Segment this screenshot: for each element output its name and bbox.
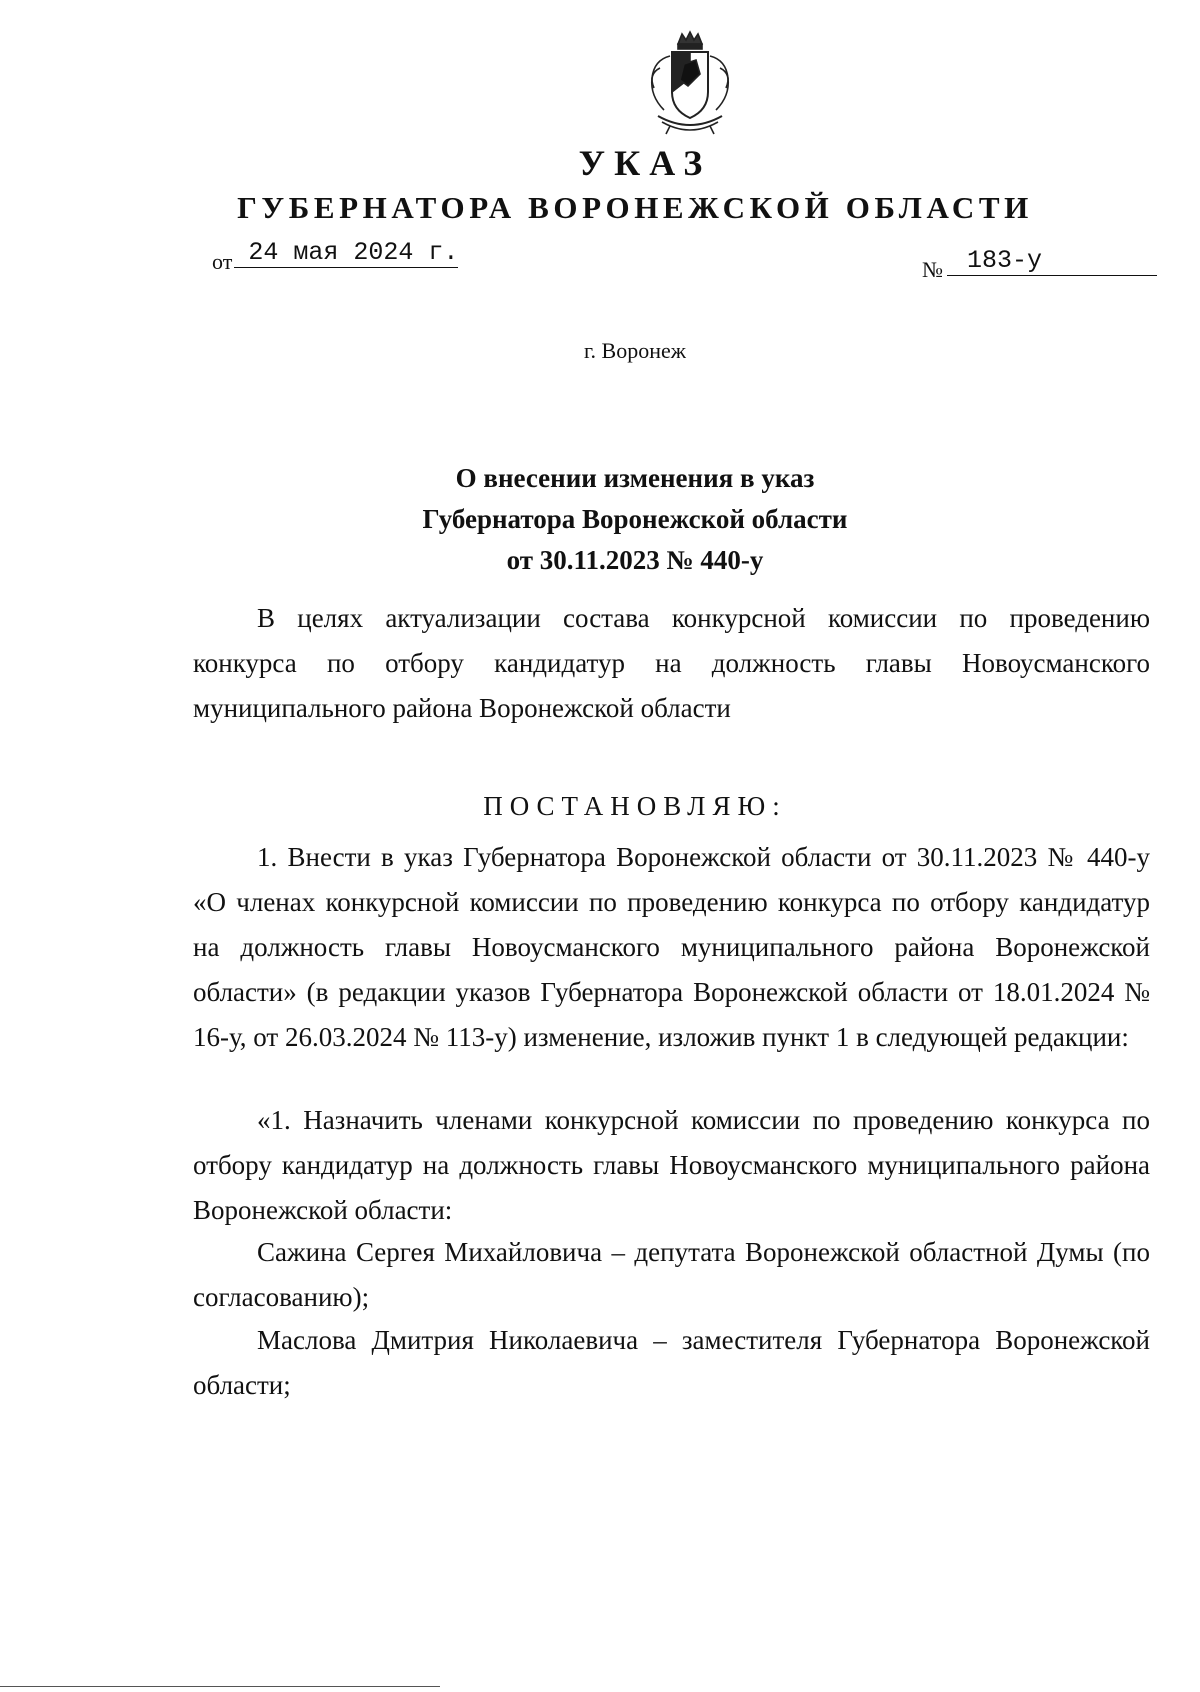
date-prefix: от xyxy=(212,249,233,274)
document-type: УКАЗ xyxy=(578,143,712,183)
number-value: 183-у xyxy=(947,246,1157,276)
item-1-paragraph: 1. Внести в указ Губернатора Воронежской области от 30.11.2023 № 440-у «О членах конкурсной комиссии по проведению конкурса по отбору кандидатур на должность главы Новоусманского муниципального района Воронежской области» (в редакции указов Губернатора Воронежской области от 18.01.2024 № 16-у, от 26.03.2024 № 113-у) изменение, изложив пункт 1 в следующей редакции: xyxy=(193,842,1150,1052)
coat-of-arms-emblem xyxy=(640,30,740,140)
number-line xyxy=(922,246,1157,286)
city: г. Воронеж xyxy=(584,338,686,363)
quote-1-paragraph: «1. Назначить членами конкурсной комиссии по проведению конкурса по отбору кандидатур на должность главы Новоусманского муниципального района Воронежской области: xyxy=(193,1105,1150,1225)
title-line-1: О внесении изменения в указ xyxy=(455,463,815,493)
decree-word: ПОСТАНОВЛЯЮ: xyxy=(483,791,787,821)
member-2-paragraph: Маслова Дмитрия Николаевича – заместителя Губернатора Воронежской области; xyxy=(193,1325,1150,1400)
footer-rule xyxy=(0,1686,440,1687)
title-line-2: Губернатора Воронежской области xyxy=(422,504,848,534)
member-1-paragraph: Сажина Сергея Михайловича – депутата Воронежской областной Думы (по согласованию); xyxy=(193,1237,1150,1312)
document-title xyxy=(0,458,1200,581)
date-line xyxy=(212,238,459,278)
number-prefix: № xyxy=(922,257,943,282)
preamble-paragraph: В целях актуализации состава конкурсной комиссии по проведению конкурса по отбору кандидатур на должность главы Новоусманского муниципального района Воронежской области xyxy=(193,603,1150,723)
title-line-3: от 30.11.2023 № 440-у xyxy=(506,545,764,575)
issuer-title: ГУБЕРНАТОРА ВОРОНЕЖСКОЙ ОБЛАСТИ xyxy=(237,190,1033,225)
date-value: 24 мая 2024 г. xyxy=(234,238,458,268)
